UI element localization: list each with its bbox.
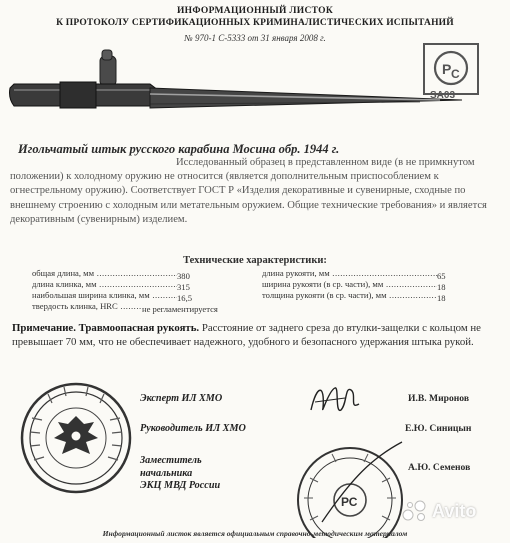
note-lead: Примечание. Травмоопасная рукоять. bbox=[12, 322, 200, 334]
spec-value: 65 bbox=[437, 270, 446, 281]
note-text: Расстояние от заднего среза до втулки-защелки с кольцом не превышает 70 мм, что не обеспечивает надежного, удобного и безопасного удержания штыка рукой. bbox=[12, 322, 481, 348]
round-stamp bbox=[282, 438, 406, 538]
spec-label: твердость клинка, HRC ..... bbox=[32, 301, 142, 312]
protocol-number: № 970-1 С-5333 от 31 января 2008 г. bbox=[184, 33, 326, 43]
avito-watermark bbox=[402, 500, 476, 522]
svg-text:РС: РС bbox=[341, 495, 358, 509]
spec-label: ширина рукояти (в ср. части), мм ..... bbox=[262, 279, 437, 290]
eagle-seal-icon bbox=[18, 378, 134, 498]
role-line: ЭКЦ МВД России bbox=[140, 480, 221, 491]
spec-value: 315 bbox=[177, 281, 190, 292]
signer-name-expert: И.В. Миронов bbox=[408, 393, 470, 404]
spec-label: длина клинка, мм ..... bbox=[32, 279, 177, 290]
cert-code: SA03 bbox=[430, 90, 456, 101]
svg-text:С: С bbox=[451, 67, 460, 81]
spec-value: 18 bbox=[437, 292, 446, 303]
spec-value: 380 bbox=[177, 270, 190, 281]
signer-name-deputy: А.Ю. Семенов bbox=[408, 462, 471, 473]
role-line: Заместитель bbox=[140, 455, 202, 466]
item-caption: Игольчатый штык русского карабина Мосина обр. 1944 г. bbox=[18, 142, 340, 156]
spec-value: не регламентируется bbox=[142, 303, 218, 314]
avito-brand: Avito bbox=[432, 500, 477, 521]
signer-name-head: Е.Ю. Синицын bbox=[405, 423, 472, 434]
svg-text:Р: Р bbox=[442, 61, 452, 77]
spec-value: 16,5 bbox=[177, 292, 193, 303]
safety-note bbox=[12, 322, 496, 349]
spec-row bbox=[262, 290, 446, 303]
stamp-icon bbox=[282, 438, 406, 538]
item-description: Исследованный образец в представленном виде (в не примкнутом положении) к холодному оружию не относится (является дополнительным приспособлением к огнестрельному оружию). Соответствует ГОСТ Р «Изделия декоративные и сувенирные, сходные по внешнему строению с холодным или метательным оружием. Общие технические требования» и является декоративным (сувенирным) изделием. bbox=[10, 157, 487, 225]
document-footer: Информационный листок является официальным справочно-методическим материалом bbox=[102, 529, 408, 538]
spec-label: общая длина, мм ..... bbox=[32, 268, 177, 279]
bayonet-image bbox=[0, 48, 470, 128]
spec-label: наибольшая ширина клинка, мм ..... bbox=[32, 290, 177, 301]
signer-role-head: Руководитель ИЛ ХМО bbox=[140, 423, 246, 434]
role-line: начальника bbox=[140, 467, 193, 479]
mvd-seal bbox=[18, 378, 134, 498]
spec-row bbox=[32, 301, 218, 314]
document-subtitle: К ПРОТОКОЛУ СЕРТИФИКАЦИОННЫХ КРИМИНАЛИСТИЧЕСКИХ ИСПЫТАНИЙ bbox=[56, 18, 454, 28]
spec-label: длина рукояти, мм ..... bbox=[262, 268, 437, 279]
handwritten-signature bbox=[305, 380, 365, 420]
document-title: ИНФОРМАЦИОННЫЙ ЛИСТОК bbox=[176, 6, 334, 16]
avito-dots-icon bbox=[402, 500, 428, 522]
signer-role-expert: Эксперт ИЛ ХМО bbox=[140, 393, 223, 404]
signer-role-deputy bbox=[140, 455, 220, 493]
specs-title: Технические характеристики: bbox=[183, 255, 327, 266]
spec-label: толщина рукояти (в ср. части), мм ..... bbox=[262, 290, 437, 301]
spec-value: 18 bbox=[437, 281, 446, 292]
